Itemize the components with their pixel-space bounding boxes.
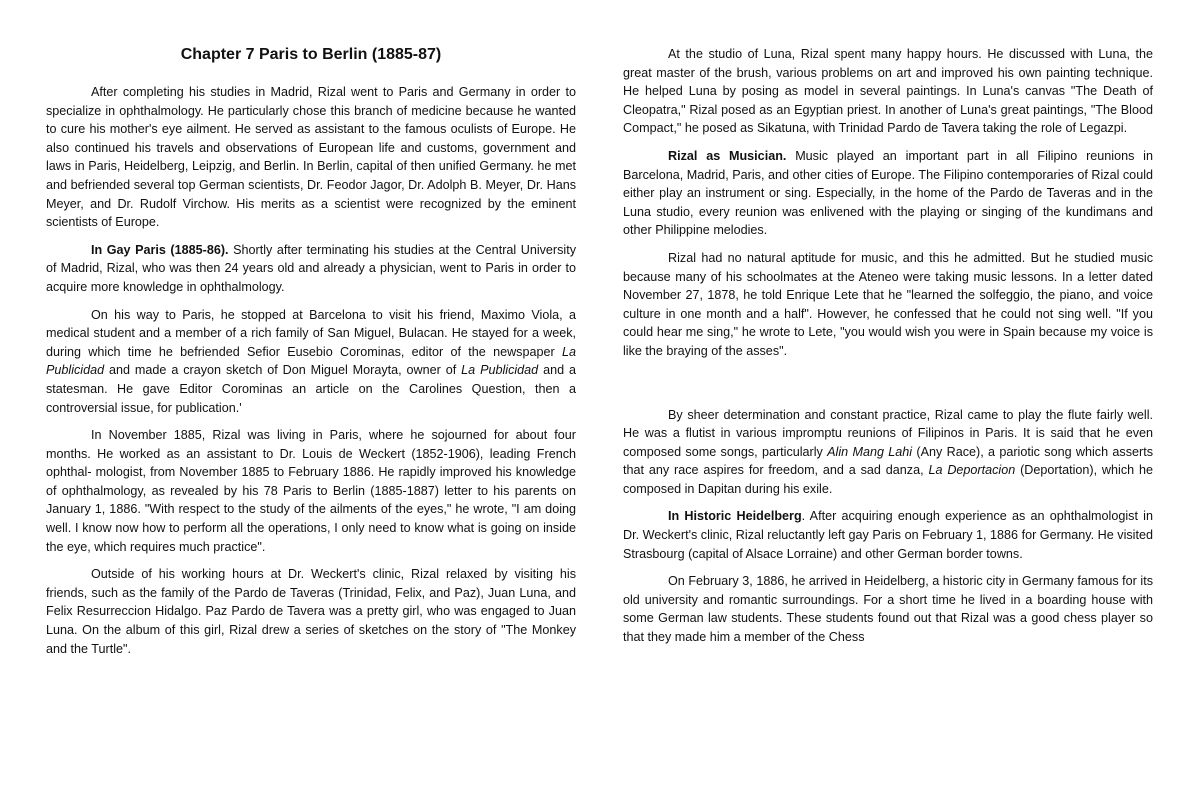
paragraph-text: On his way to Paris, he stopped at Barcelona to visit his friend, Maximo Viola, a medical student and a member of a rich family of San Miguel, Bulacan. He stayed for a week, during which time he befriended Sefior Eusebio Corominas, editor of the newspaper (46, 307, 576, 359)
paragraph-heidelberg (623, 507, 1153, 563)
song-title: La Deportacion (928, 463, 1016, 478)
section-heading-musician: Rizal as Musician. (668, 148, 787, 163)
left-column (46, 0, 576, 658)
paragraph-text: (Any Race), a pariotic song which asserts that any race aspires for freedom, and a sad danza, (623, 444, 1153, 478)
paragraph-intro: After completing his studies in Madrid, Rizal went to Paris and Germany in order to specialize in ophthalmology. He particularly chose this branch of medicine because he wanted to cure his mother's eye ailment. He served as assistant to the famous oculists of Europe. He also continued his travels and observations of European life and customs, government and laws in Paris, Heidelberg, Leipzig, and Berlin. In Berlin, capital of then unified Germany. he met and befriended several top German scientists, Dr. Feodor Jagor, Dr. Adolph B. Meyer, Dr. Hans Meyer, and Dr. Rudolf Virchow. His merits as a scientist were recognized by the eminent scientists of Europe. (46, 85, 576, 230)
newspaper-title: La Publicidad (461, 363, 539, 378)
paragraph-text: . After acquiring enough experience as an ophthalmologist in Dr. Weckert's clinic, Rizal reluctantly left gay Paris on February 1, 1886 for Germany. He visited Strasbourg (capital of Alsace Lorraine) and other German border towns. (623, 509, 1153, 561)
paragraph-text: Music played an important part in all Filipino reunions in Barcelona, Madrid, Paris, and other cities of Europe. The Filipino contemporaries of Rizal could either play an instrument or sing. Especially, in the home of the Pardo de Taveras and in the Luna studio, every reunion was enlivened with the playing or singing of the kundimans and other Philippine melodies. (623, 148, 1153, 238)
section-heading-heidelberg: In Historic Heidelberg (668, 509, 802, 524)
paragraph-barcelona (46, 306, 576, 418)
paragraph-november-1885: In November 1885, Rizal was living in Paris, where he sojourned for about four months. He worked as an assistant to Dr. Louis de Weckert (1852-1906), leading French ophthal- mologist, from November 1885 to February 1886. He rapidly improved his knowledge of ophthalmology, as revealed by his 78 Paris to Berlin (1885-1887) letter to his parents on January 1, 1886. "With respect to the study of the ailments of the eyes," he wrote, "I am doing well. I know now how to perform all the operations, I only need to know what is going on inside the eye, which requires much practice". (46, 428, 576, 554)
right-column (623, 0, 1153, 647)
paragraph-text: and made a crayon sketch of Don Miguel Morayta, owner of (104, 363, 462, 378)
paragraph-gay-paris (46, 241, 576, 297)
paragraph-music-aptitude: Rizal had no natural aptitude for music, and this he admitted. But he studied music because many of his schoolmates at the Ateneo were taking music lessons. In a letter dated November 27, 1878, he told Enrique Lete that he "learned the solfeggio, the piano, and voice culture in one month and a half". However, he confessed that he could not sing well. "If you could hear me sing," he wrote to Lete, "you would wish you were in Spain because my voice is like the braying of the asses". (623, 250, 1153, 358)
paragraph-text: Shortly after terminating his studies at the Central University of Madrid, Rizal, who was then 24 years old and already a physician, went to Paris in order to acquire more knowledge in ophthalmology. (46, 242, 577, 294)
paragraph-text: By sheer determination and constant practice, Rizal came to play the flute fairly well. He was a flutist in various impromptu reunions of Filipinos in Paris. It is said that he even composed some songs, particularly (623, 407, 1153, 459)
section-heading-gay-paris: In Gay Paris (1885-86). (91, 242, 229, 257)
paragraph-luna-studio: At the studio of Luna, Rizal spent many happy hours. He discussed with Luna, the great master of the brush, various problems on art and improved his own painting technique. He helped Luna by posing as model in several paintings. In Luna's canvas "The Death of Cleopatra," Rizal posed as an Egyptian priest. In another of Luna's great paintings, "The Blood Compact," he posed as Sikatuna, with Trinidad Pardo de Tavera taking the role of Legazpi. (623, 47, 1153, 136)
paragraph-heidelberg-arrival: On February 3, 1886, he arrived in Heidelberg, a historic city in Germany famous for its old university and romantic surroundings. For a short time he lived in a boarding house with some German law students. These students found out that Rizal was a good chess player so that they made him a member of the Chess (623, 574, 1153, 645)
newspaper-title: La Publicidad (46, 344, 576, 378)
paragraph-text: and a statesman. He gave Editor Corominas an article on the Carolines Question, then a controversial issue, for publication.' (46, 363, 577, 415)
paragraph-weckert-clinic: Outside of his working hours at Dr. Weckert's clinic, Rizal relaxed by visiting his friends, such as the family of the Pardo de Taveras (Trinidad, Felix, and Paz), Juan Luna, and Felix Resurreccion Hidalgo. Paz Pardo de Tavera was a pretty girl, who was engaged to Juan Luna. On the album of this girl, Rizal drew a series of sketches on the story of "The Monkey and the Turtle". (46, 567, 576, 656)
chapter-title: Chapter 7 Paris to Berlin (1885-87) (180, 46, 442, 63)
paragraph-musician (623, 147, 1153, 240)
paragraph-text: (Deportation), which he composed in Dapitan during his exile. (623, 463, 1153, 496)
song-title: Alin Mang Lahi (827, 444, 913, 459)
paragraph-flute (623, 406, 1153, 499)
